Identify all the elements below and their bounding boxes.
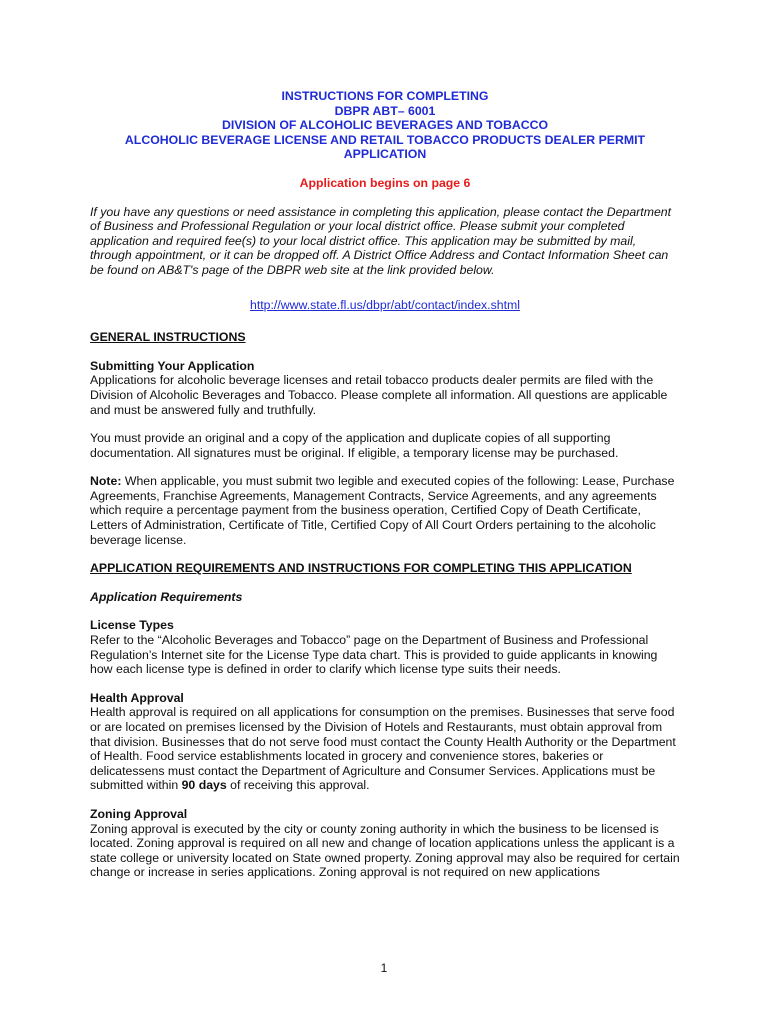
requirements-heading: APPLICATION REQUIREMENTS AND INSTRUCTIONS FOR COMPLETING THIS APPLICATION [90,561,632,576]
title-line-2: DBPR ABT– 6001 [334,103,436,118]
note-label: Note: [90,474,122,489]
zoning-approval-heading: Zoning Approval [90,806,188,821]
license-types-paragraph: Refer to the “Alcoholic Beverages and Tobacco” page on the Department of Business and Professional Regulation’s Internet site for the License Type data chart. This is provided to guide applicants in knowing how each license type is defined in order to clarify which license type suits their needs. [90,633,658,677]
page-number: 1 [380,961,388,975]
title-line-5: APPLICATION [343,147,427,162]
note-paragraph [90,474,680,547]
license-types-heading: License Types [90,618,174,633]
page-content [90,89,680,880]
health-text-b: of receiving this approval. [226,778,370,793]
health-text-a: Health approval is required on all applications for consumption on the premises. Businesses that serve food or are located on premises licensed by the Division of Hotels and Restaurants, must obtain approval from that division. Businesses that do not serve food must contact the County Health Authority or the Department of Health. Food service establishments located in grocery and convenience stores, bakeries or delicatessens must contact the Department of Agriculture and Consumer Services. Applications must be submitted within [90,705,676,793]
submitting-heading: Submitting Your Application [90,358,255,373]
note-text: When applicable, you must submit two legible and executed copies of the following: Lease, Purchase Agreements, Franchise Agreements, Management Contracts, Service Agreements, and any agreements which require a percentage payment from the business operation, Certified Copy of Death Certificate, Letters of Administration, Certificate of Title, Certified Copy of All Court Orders pertaining to the alcoholic beverage license. [90,474,675,547]
general-instructions-heading: GENERAL INSTRUCTIONS [90,330,246,345]
submitting-paragraph-1: Applications for alcoholic beverage licenses and retail tobacco products dealer permits are filed with the Division of Alcoholic Beverages and Tobacco. Please complete all information. All questions are applicable and must be answered fully and truthfully. [90,373,668,417]
health-approval-paragraph [90,705,680,793]
submitting-paragraph-2: You must provide an original and a copy of the application and duplicate copies of all supporting documentation. All signatures must be original. If eligible, a temporary license may be purchased. [90,431,619,460]
title-line-1: INSTRUCTIONS FOR COMPLETING [281,89,489,103]
zoning-approval-paragraph: Zoning approval is executed by the city or county zoning authority in which the business to be licensed is located. Zoning approval is required on all new and change of location applications unless the applicant is a state college or university located on State owned property. Zoning approval may also be required for certain change or increase in series applications. Zoning approval is not required on new applications [90,821,680,880]
title-line-4: ALCOHOLIC BEVERAGE LICENSE AND RETAIL TOBACCO PRODUCTS DEALER PERMIT [124,132,646,147]
contact-link[interactable]: http://www.state.fl.us/dbpr/abt/contact/index.shtml [250,297,520,312]
intro-paragraph: If you have any questions or need assistance in completing this application, please contact the Department of Business and Professional Regulation or your local district office. Please submit your completed application and required fee(s) to your local district office. This application may be submitted by mail, through appointment, or it can be dropped off. A District Office Address and Contact Information Sheet can be found on AB&T's page of the DBPR web site at the link provided below. [90,204,672,277]
requirements-subheading: Application Requirements [90,589,243,604]
health-approval-heading: Health Approval [90,690,184,705]
document-title [90,89,680,162]
health-text-bold: 90 days [181,778,227,793]
title-line-3: DIVISION OF ALCOHOLIC BEVERAGES AND TOBACCO [221,118,549,133]
begins-note: Application begins on page 6 [299,175,471,190]
